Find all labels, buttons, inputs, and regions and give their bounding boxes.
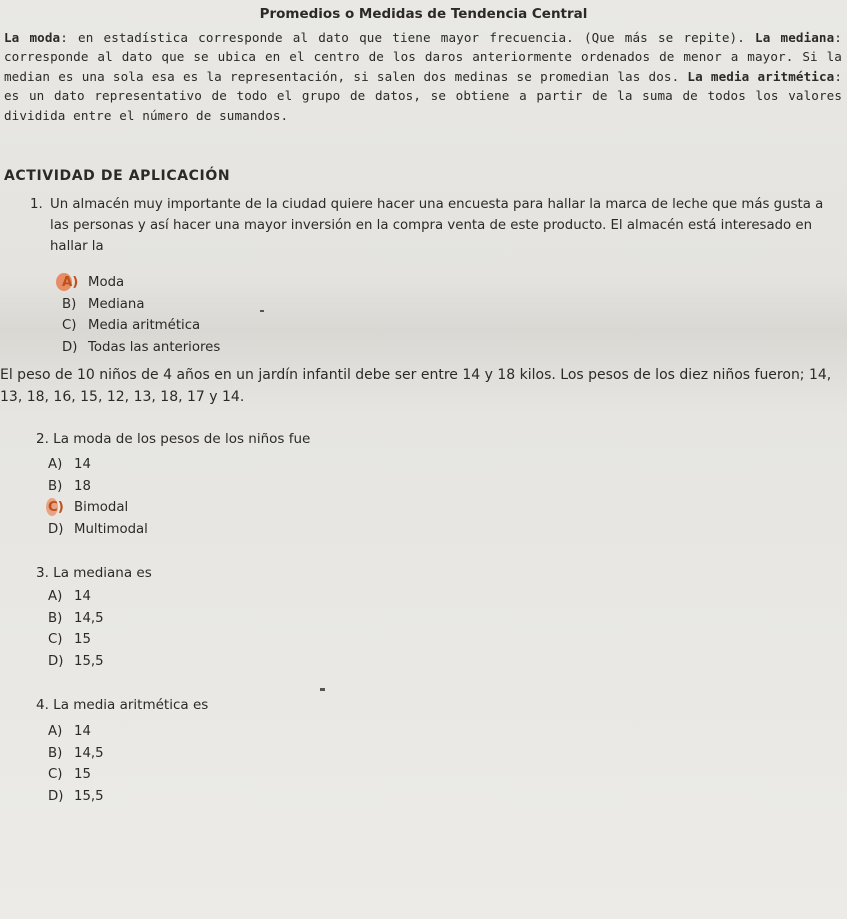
option-q3-d[interactable] (48, 651, 104, 673)
option-q3-b[interactable] (48, 608, 104, 630)
option-letter: C) (48, 632, 63, 647)
option-q4-a[interactable] (48, 721, 104, 743)
option-letter: D) (48, 788, 64, 804)
page-title: Promedios o Medidas de Tendencia Central (259, 6, 588, 22)
option-q2-b[interactable] (48, 476, 148, 498)
option-letter: A) (62, 275, 79, 290)
option-text: 18 (74, 478, 91, 494)
question-4-label: 4. La media aritmética es (36, 697, 209, 713)
activity-heading: ACTIVIDAD DE APLICACIÓN (4, 168, 231, 184)
stray-dot (260, 310, 264, 312)
mediana-term: La mediana (755, 30, 835, 45)
option-q4-b[interactable] (48, 743, 104, 765)
option-text: 15,5 (74, 788, 104, 804)
question-1-text: Un almacén muy importante de la ciudad quiere hacer una encuesta para hallar la marca de leche que más gusta a las personas y así hacer una mayor inversión en la compra venta de este producto. El almacén está interesado en hallar la (50, 197, 824, 254)
option-letter: B) (48, 478, 63, 494)
option-text: 15 (74, 632, 91, 647)
option-text: 14 (74, 589, 91, 604)
problem-context: El peso de 10 niños de 4 años en un jardín infantil debe ser entre 14 y 18 kilos. Los pesos de los diez niños fueron; 14, 13, 18, 16, 15, 12, 13, 18, 17 y 14. (0, 367, 832, 405)
option-q2-d[interactable] (48, 519, 148, 541)
option-text: 15 (74, 767, 91, 782)
option-text: Moda (88, 275, 125, 290)
option-q3-c[interactable] (48, 629, 104, 651)
question-4-options (48, 721, 104, 807)
mediana-definition: : corresponde al dato que se ubica en el centro de los daros anteriormente ordenados de menor a mayor. Si la median es una sola esa es la representación, si salen dos medinas se promedian las dos. (4, 30, 842, 84)
media-term: La media aritmética (687, 68, 835, 84)
question-1-number: 1. (30, 197, 43, 212)
option-q2-a[interactable] (48, 454, 148, 476)
option-q1-c[interactable] (62, 315, 220, 337)
stray-dot (320, 688, 325, 691)
option-q4-c[interactable] (48, 764, 104, 786)
option-letter: C) (48, 767, 63, 782)
moda-definition: : en estadística corresponde al dato que tiene mayor frecuencia. (Que más se repite). (60, 30, 756, 45)
question-2-label: 2. La moda de los pesos de los niños fue (36, 431, 311, 447)
option-text: 14,5 (74, 745, 104, 761)
option-letter: B) (62, 296, 77, 312)
question-1 (30, 194, 838, 257)
option-letter: C) (62, 318, 77, 333)
option-text: Mediana (88, 296, 145, 312)
media-definition: : es un dato representativo de todo el grupo de datos, se obtiene a partir de la suma de todos los valores dividida entre el número de sumandos. (4, 68, 842, 123)
question-1-options (62, 272, 220, 358)
option-text: Multimodal (74, 521, 148, 537)
option-text: 15,5 (74, 653, 104, 669)
option-text: Todas las anteriores (88, 339, 221, 355)
moda-term: La moda (4, 30, 61, 45)
option-letter: D) (48, 521, 64, 537)
option-letter: D) (62, 339, 78, 355)
option-q1-d[interactable] (62, 337, 220, 359)
definitions-paragraph (4, 28, 842, 125)
option-letter: A) (48, 457, 63, 472)
option-letter: B) (48, 745, 63, 761)
option-text: 14 (74, 457, 91, 472)
option-letter: A) (48, 724, 63, 739)
question-2-options (48, 454, 148, 540)
question-3-label: 3. La mediana es (36, 565, 152, 581)
option-q3-a[interactable] (48, 586, 104, 608)
option-letter: C) (48, 500, 64, 515)
option-q1-b[interactable] (62, 294, 220, 316)
option-q1-a[interactable] (62, 272, 220, 294)
question-3-options (48, 586, 104, 672)
option-text: 14 (74, 724, 91, 739)
option-q4-d[interactable] (48, 786, 104, 808)
option-q2-c[interactable] (48, 497, 148, 519)
option-text: Media aritmética (88, 318, 201, 333)
option-letter: B) (48, 610, 63, 626)
option-letter: A) (48, 589, 63, 604)
option-letter: D) (48, 653, 64, 669)
option-text: 14,5 (74, 610, 104, 626)
option-text: Bimodal (74, 500, 129, 515)
